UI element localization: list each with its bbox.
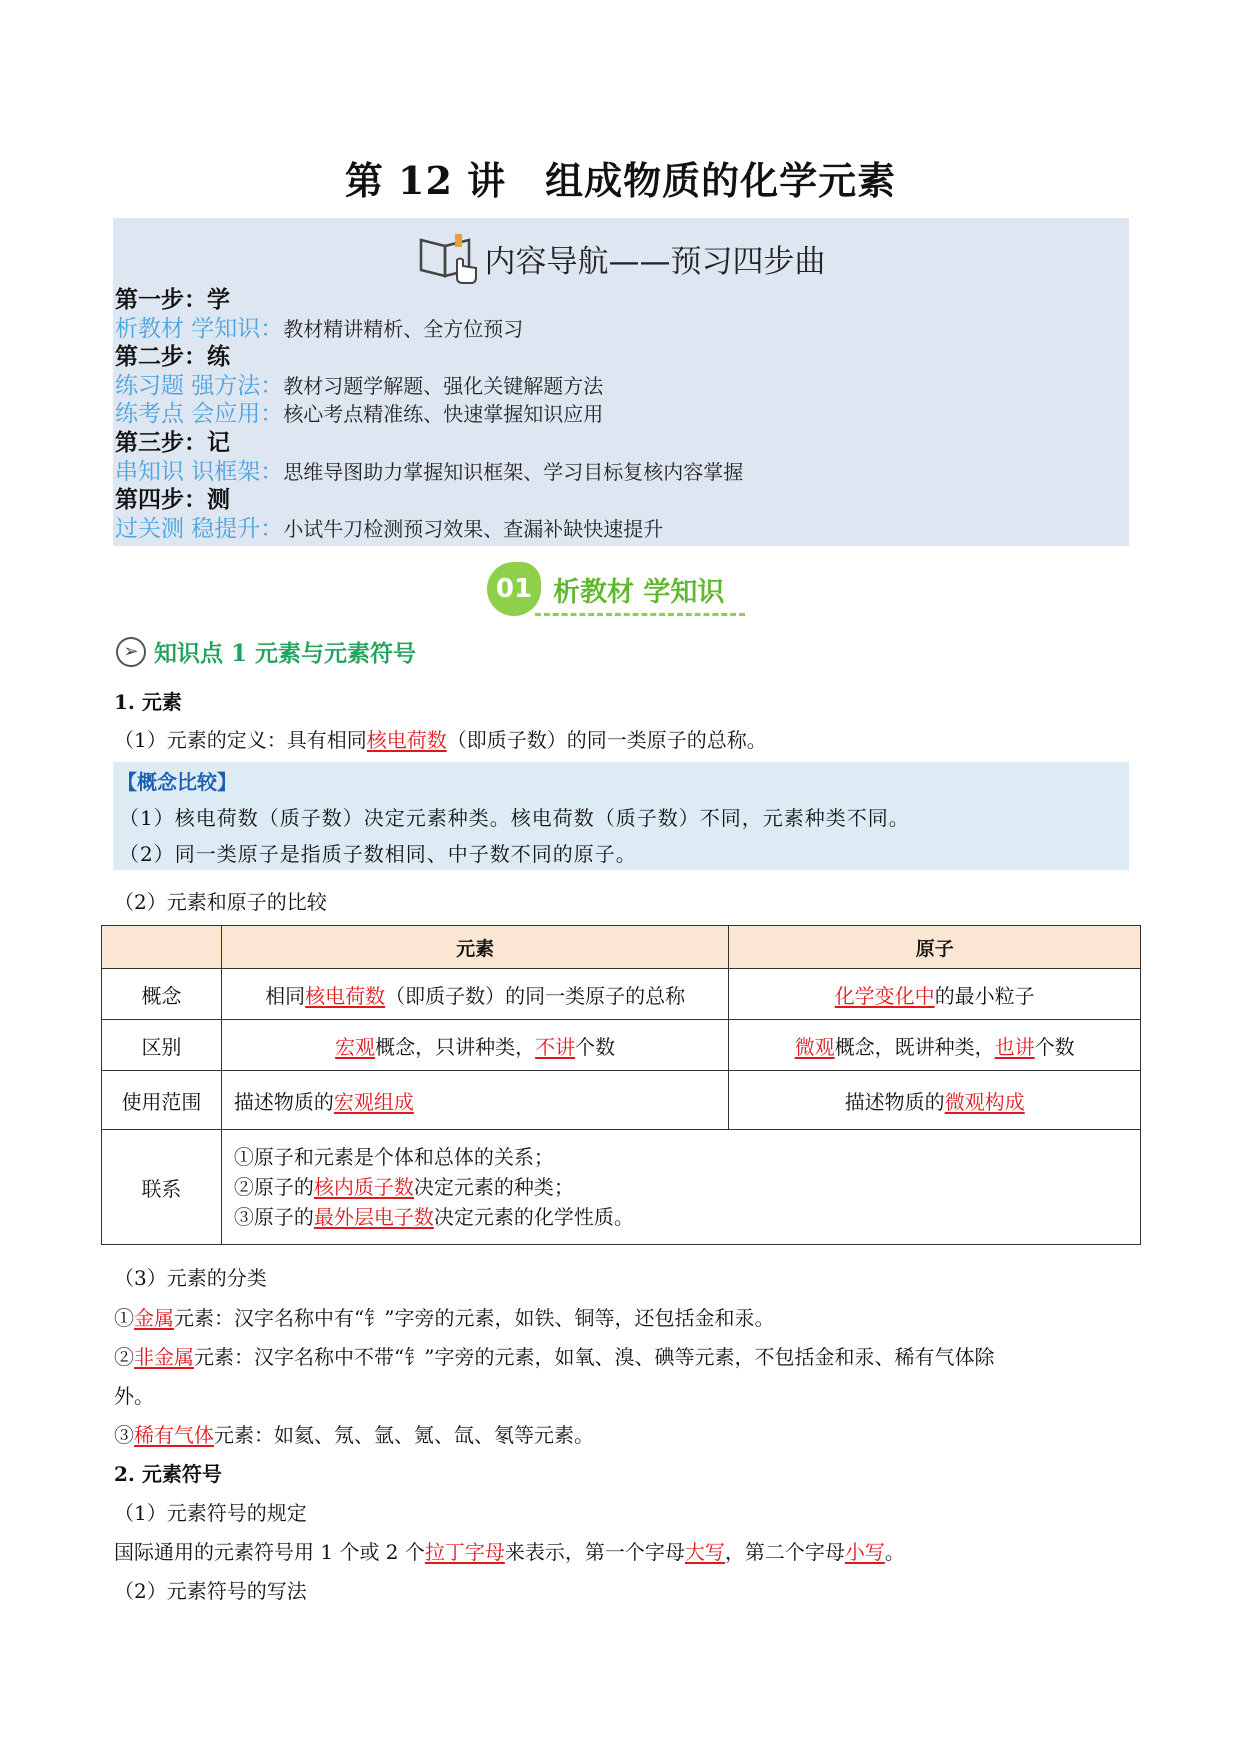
concept-compare-box [113,762,1129,870]
text: ② [114,1345,134,1369]
key-term: 最外层电子数 [313,1205,434,1229]
text: 概念，只讲种类， [375,1034,536,1059]
key-term: 化学变化中 [834,983,935,1008]
section-number: 01 [487,562,541,616]
text: （即质子数）的同一类原子的总称 [385,983,686,1008]
nav-line [115,343,743,372]
nav-line [115,315,743,344]
key-term: 微观 [794,1034,835,1059]
text: 。 [884,1540,905,1564]
text: （1）元素的定义：具有相同 [114,728,367,752]
key-term: 宏观组成 [333,1089,414,1114]
table-header: 原子 [729,926,1141,969]
nav-step: 第三步：记 [115,428,230,456]
key-term: 核内质子数 [313,1175,414,1199]
section-heading-element: 1. 元素 [114,690,182,714]
text: ，第二个字母 [724,1540,845,1564]
nav-line [115,372,743,401]
nav-line [115,486,743,515]
table-cell [221,1071,729,1130]
page-title: 第 12 讲 组成物质的化学元素 [344,158,897,203]
row-label: 使用范围 [102,1071,222,1130]
arrow-circle-icon: ➢ [116,637,146,667]
row-label: 概念 [102,969,222,1020]
table-cell [729,969,1141,1020]
key-term: 大写 [684,1540,725,1564]
table-row [102,969,1141,1020]
nav-label: 串知识 识框架： [115,458,284,485]
text: 元素：汉字名称中有“钅”字旁的元素，如铁、铜等，还包括金和汞。 [174,1306,775,1330]
nav-desc: 教材精讲精析、全方位预习 [283,316,524,341]
element-atom-table [101,925,1141,1245]
subheading-compare: （2）元素和原子的比较 [114,890,327,914]
nav-line [115,286,743,315]
text: ③ [114,1423,134,1447]
table-row [102,1020,1141,1071]
text: 元素：如氦、氖、氩、氪、氙、氡等元素。 [214,1423,594,1447]
nav-lines [115,286,743,543]
content-navigation-box [113,218,1129,546]
element-definition [114,724,767,753]
nav-desc: 思维导图助力掌握知识框架、学习目标复核内容掌握 [283,459,744,484]
text: 描述物质的 [844,1089,945,1114]
nav-line [115,515,743,544]
key-term: 宏观 [335,1034,376,1059]
subheading-symbol-writing: （2）元素符号的写法 [114,1579,307,1603]
classification-nonmetal-cont: 外。 [114,1384,154,1408]
nav-line [115,429,743,458]
table-header-row [102,926,1141,969]
classification-nonmetal [114,1341,994,1370]
subheading-classification: （3）元素的分类 [114,1266,267,1290]
text: ③原子的 [233,1205,314,1229]
text: 相同 [265,983,306,1008]
nav-line [115,400,743,429]
nav-desc: 小试牛刀检测预习效果、查漏补缺快速提升 [283,516,664,541]
key-term: 也讲 [994,1034,1035,1059]
text: ②原子的 [233,1175,314,1199]
nav-heading: 内容导航——预习四步曲 [484,243,826,280]
knowledge-point-title: 知识点 1 元素与元素符号 [154,640,417,667]
text: 国际通用的元素符号用 1 个或 2 个 [114,1540,425,1564]
table-header: 元素 [221,926,729,969]
subheading-symbol-rule: （1）元素符号的规定 [114,1501,307,1525]
table-cell [729,1020,1141,1071]
key-term: 稀有气体 [134,1423,214,1447]
table-header-blank [102,926,222,969]
section-underline [535,613,745,616]
table-row [102,1130,1141,1245]
book-touch-icon [417,232,479,284]
classification-metal [114,1302,774,1331]
nav-desc: 核心考点精准练、快速掌握知识应用 [283,402,604,427]
row-label: 区别 [102,1020,222,1071]
section-label: 析教材 学知识 [553,577,725,608]
table-cell [221,969,729,1020]
key-term: 小写 [844,1540,885,1564]
nav-step: 第四步：测 [115,486,230,514]
relation-line [234,1172,1139,1202]
text: 描述物质的 [233,1089,334,1114]
relation-line: ①原子和元素是个体和总体的关系； [233,1145,554,1169]
text: 决定元素的种类； [413,1175,574,1199]
nav-label: 练考点 会应用： [115,401,284,428]
compare-heading: 【概念比较】 [117,770,237,794]
text: 的最小粒子 [934,983,1035,1008]
text: 概念，既讲种类， [834,1034,995,1059]
nav-step: 第二步：练 [115,343,230,371]
key-term: 非金属 [134,1345,194,1369]
row-label: 联系 [102,1130,222,1245]
knowledge-point-heading [116,635,416,668]
table-row [102,1071,1141,1130]
nav-desc: 教材习题学解题、强化关键解题方法 [283,373,604,398]
key-term: 金属 [134,1306,174,1330]
table-cell [729,1071,1141,1130]
nav-step: 第一步：学 [115,286,230,313]
compare-line: （2）同一类原子是指质子数相同、中子数不同的原子。 [119,842,637,866]
key-term: 微观构成 [944,1089,1025,1114]
table-cell [221,1020,729,1071]
classification-noble-gas [114,1419,594,1448]
text: ① [114,1306,134,1330]
key-term: 拉丁字母 [424,1540,505,1564]
table-cell-relation [221,1130,1140,1245]
nav-line [115,458,743,487]
relation-line [234,1202,1139,1232]
text: 决定元素的化学性质。 [433,1205,634,1229]
nav-label: 析教材 学知识： [115,315,284,342]
text: 元素：汉字名称中不带“钅”字旁的元素，如氧、溴、碘等元素，不包括金和汞、稀有气体除 [194,1345,995,1369]
text: 来表示，第一个字母 [504,1540,685,1564]
compare-line: （1）核电荷数（质子数）决定元素种类。核电荷数（质子数）不同，元素种类不同。 [119,806,910,830]
key-term: 不讲 [535,1034,576,1059]
nav-label: 练习题 强方法： [115,372,284,399]
nav-header [113,230,1129,286]
key-term: 核电荷数 [366,728,447,752]
symbol-rule [114,1536,905,1565]
text: 个数 [575,1034,616,1059]
key-term: 核电荷数 [305,983,386,1008]
text: （即质子数）的同一类原子的总称。 [446,728,767,752]
section-heading-symbol: 2. 元素符号 [114,1462,222,1486]
section-badge [487,562,757,616]
text: 个数 [1034,1034,1075,1059]
nav-label: 过关测 稳提升： [115,515,284,542]
